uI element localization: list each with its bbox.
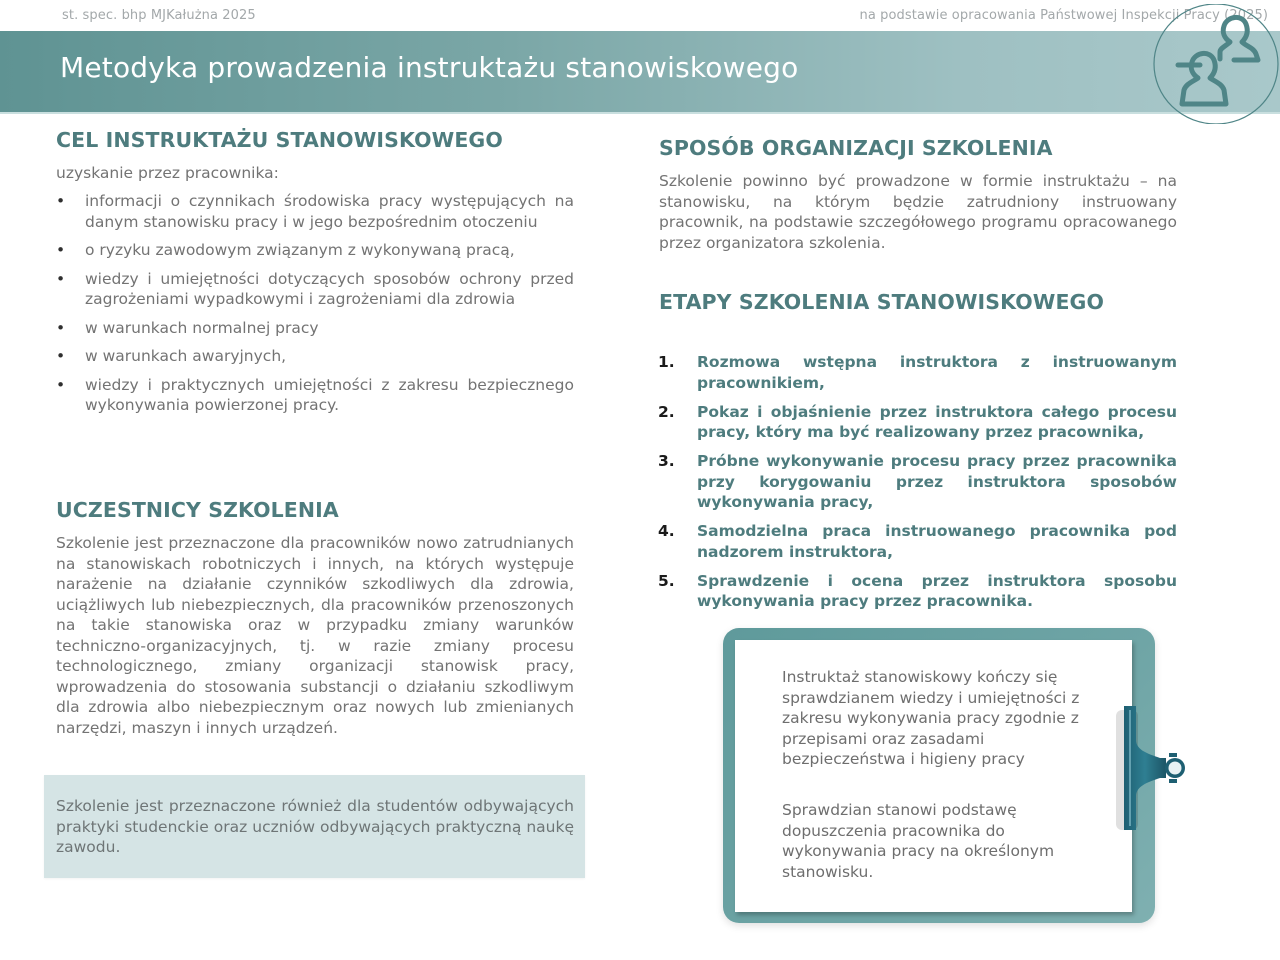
list-item-text: w warunkach normalnej pracy [85,318,319,337]
stage-text: Sprawdzenie i ocena przez instruktora sposobu wykonywania pracy przez pracownika. [697,571,1177,610]
stage-item [658,521,1177,562]
goal-heading: CEL INSTRUKTAŻU STANOWISKOWEGO [56,128,503,152]
list-item [56,240,574,261]
binder-clip-icon [1108,700,1198,835]
stage-number: 2. [658,402,675,421]
participants-heading: UCZESTNICY SZKOLENIA [56,498,339,522]
list-item-text: w warunkach awaryjnych, [85,347,287,365]
stage-text: Próbne wykonywanie procesu pracy przez pracownika przy korygowaniu przez instruktora sposobów wykonywania pracy, [697,452,1177,511]
bullet-icon: • [56,192,66,210]
list-item-text: wiedzy i umiejętności dotyczących sposobów ochrony przed zagrożeniami wypadkowymi i zagrożeniami dla zdrowia [85,269,574,308]
bullet-icon: • [56,241,66,259]
title-banner [0,31,1280,114]
goal-list [56,191,574,424]
organization-text: Szkolenie powinno być prowadzone w formie instruktażu – na stanowisku, na którym będzie zatrudniony instruowany pracownik, na podstawie szczegółowego programu opracowanego przez organizatora szkolenia. [659,172,1177,252]
list-item [56,375,574,416]
bullet-icon: • [56,318,66,337]
list-item-text: wiedzy i praktycznych umiejętności z zakresu bezpiecznego wykonywania powierzonej pracy. [85,375,574,414]
list-item-text: o ryzyku zawodowym związanym z wykonywaną pracą, [85,241,515,259]
stage-item [658,402,1177,443]
stage-number: 3. [658,452,675,470]
clipboard-board [723,628,1155,923]
stage-item [658,451,1177,513]
list-item [56,318,574,339]
clipboard-paper [735,640,1132,912]
bullet-icon: • [56,269,66,288]
source-note: na podstawie opracowania Państwowej Inspekcji Pracy (2025) [859,8,1268,23]
list-item [56,346,574,367]
clipboard-paragraph-2: Sprawdzian stanowi podstawę dopuszczenia pracownika do wykonywania pracy na określonym stanowisku. [782,801,1055,881]
participants-text: Szkolenie jest przeznaczone dla pracowników nowo zatrudnianych na stanowiskach robotniczych i innych, na których występuje narażenie na działanie czynników szkodliwych dla zdrowia, uciążliwych lub niebezpiecznych, dla pracowników przenoszonych na takie stanowiska oraz w przypadku zmiany warunków techniczno-organizacyjnych, tj. w razie zmiany procesu technologicznego, zmiany organizacji stanowisk pracy, wprowadzenia do stosowania substancji o działaniu szkodliwym dla zdrowia albo niebezpiecznym oraz nowych lub zmienianych narzędzi, maszyn i innych urządzeń. [56,534,574,737]
list-item [56,191,574,232]
stage-text: Samodzielna praca instruowanego pracownika pod nadzorem instruktora, [697,522,1177,561]
students-note-text: Szkolenie jest przeznaczone również dla studentów odbywających praktyki studenckie oraz uczniów odbywających praktyczną naukę zawodu. [56,797,574,856]
stages-heading: ETAPY SZKOLENIA STANOWISKOWEGO [659,290,1105,314]
stage-item [658,352,1177,393]
users-icon [1150,4,1280,124]
author-note: st. spec. bhp MJKałużna 2025 [62,8,256,23]
list-item [56,269,574,310]
goal-intro: uzyskanie przez pracownika: [56,164,279,182]
bullet-icon: • [56,375,66,394]
stage-item [658,571,1177,612]
stage-text: Pokaz i objaśnienie przez instruktora całego procesu pracy, który ma być realizowany przez pracownika, [697,402,1177,441]
stage-text: Rozmowa wstępna instruktora z instruowanym pracownikiem, [697,353,1177,392]
list-item-text: informacji o czynnikach środowiska pracy występujących na danym stanowisku pracy i w jego bezpośrednim otoczeniu [85,192,574,231]
stage-number: 1. [658,353,675,371]
bullet-icon: • [56,347,66,365]
stages-list [658,352,1177,620]
clipboard-paragraph-1: Instruktaż stanowiskowy kończy się sprawdzianem wiedzy i umiejętności z zakresu wykonywania pracy zgodnie z przepisami oraz zasadami bezpieczeństwa i higieny pracy [782,668,1080,768]
stage-number: 4. [658,522,675,540]
students-note-box [44,775,585,878]
page-title: Metodyka prowadzenia instruktażu stanowiskowego [60,51,799,84]
organization-heading: SPOSÓB ORGANIZACJI SZKOLENIA [659,136,1053,160]
stage-number: 5. [658,571,675,590]
